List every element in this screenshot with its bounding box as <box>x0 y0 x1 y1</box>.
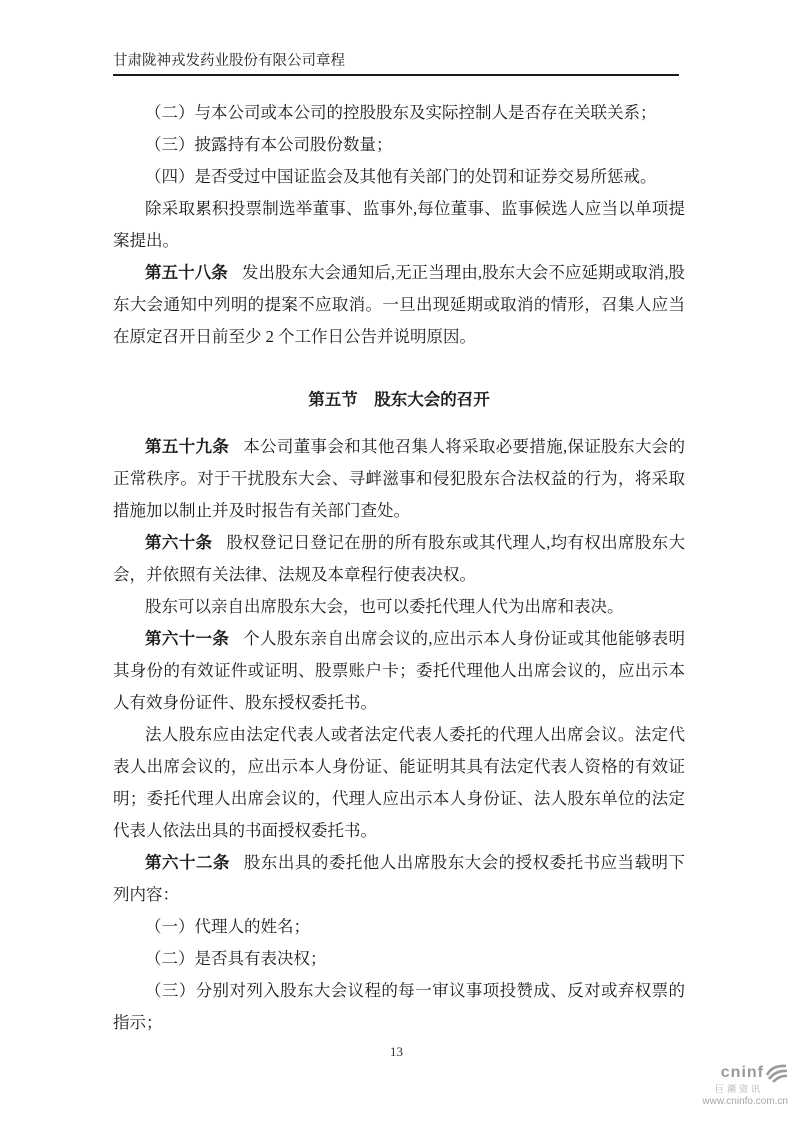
article-number: 第五十九条 <box>145 437 230 456</box>
document-header-title: 甘肃陇神戎发药业股份有限公司章程 <box>113 53 345 69</box>
logo-brand-text: cninf <box>720 1064 764 1081</box>
body-paragraph: 法人股东应由法定代表人或者法定代表人委托的代理人出席会议。法定代表人出席会议的，应出示本人身份证、能证明其具有法定代表人资格的有效证明；委托代理人出席会议的，代理人应出示本人身份证、法人股东单位的法定代表人依法出具的书面授权委托书。 <box>113 725 685 840</box>
article-paragraph <box>113 431 685 527</box>
body-paragraph: 股东可以亲自出席股东大会，也可以委托代理人代为出席和表决。 <box>145 597 624 616</box>
article-number: 第五十八条 <box>145 263 228 282</box>
list-item: （三）披露持有本公司股份数量； <box>145 135 393 154</box>
logo-url: www.cninfo.com.cn <box>702 1096 788 1107</box>
page-header <box>113 0 679 76</box>
article-number: 第六十一条 <box>145 629 230 648</box>
article-text: 股权登记日登记在册的所有股东或其代理人,均有权出席股东大会，并依照有关法律、法规及本章程行使表决权。 <box>113 533 686 584</box>
list-item: （三）分别对列入股东大会议程的每一审议事项投赞成、反对或弃权票的指示； <box>113 981 685 1032</box>
logo-top-row <box>673 1063 788 1083</box>
list-item: （二）与本公司或本公司的控股股东及实际控制人是否存在关联关系； <box>145 103 657 122</box>
article-text: 发出股东大会通知后,无正当理由,股东大会不应延期或取消,股东大会通知中列明的提案不应取消。一旦出现延期或取消的情形，召集人应当在原定召开日前至少 2 个工作日公告并说明原因。 <box>113 263 686 346</box>
article-text: 个人股东亲自出席会议的,应出示本人身份证或其他能够表明其身份的有效证件或证明、股票账户卡；委托代理他人出席会议的，应出示本人有效身份证件、股东授权委托书。 <box>113 629 686 712</box>
article-paragraph <box>113 847 685 911</box>
cninfo-logo <box>673 1063 788 1107</box>
article-text: 股东出具的委托他人出席股东大会的授权委托书应当载明下列内容： <box>113 853 686 904</box>
list-item: （一）代理人的姓名； <box>145 917 310 936</box>
article-number: 第六十条 <box>145 533 213 552</box>
body-paragraph: 除采取累积投票制选举董事、监事外,每位董事、监事候选人应当以单项提案提出。 <box>113 199 685 250</box>
cninfo-swirl-icon <box>766 1063 788 1083</box>
page-number: 13 <box>390 1044 403 1059</box>
article-paragraph <box>113 623 685 719</box>
document-body <box>113 97 685 1039</box>
article-number: 第六十二条 <box>145 853 230 872</box>
article-paragraph <box>113 527 685 591</box>
article-paragraph <box>113 257 685 353</box>
list-item: （四）是否受过中国证监会及其他有关部门的处罚和证券交易所惩戒。 <box>145 167 657 186</box>
logo-chinese-name: 巨潮资讯 <box>714 1084 763 1094</box>
section-heading: 第五节 股东大会的召开 <box>308 390 490 409</box>
article-text: 本公司董事会和其他召集人将采取必要措施,保证股东大会的正常秩序。对于干扰股东大会、寻衅滋事和侵犯股东合法权益的行为，将采取措施加以制止并及时报告有关部门查处。 <box>113 437 686 520</box>
list-item: （二）是否具有表决权； <box>145 949 327 968</box>
